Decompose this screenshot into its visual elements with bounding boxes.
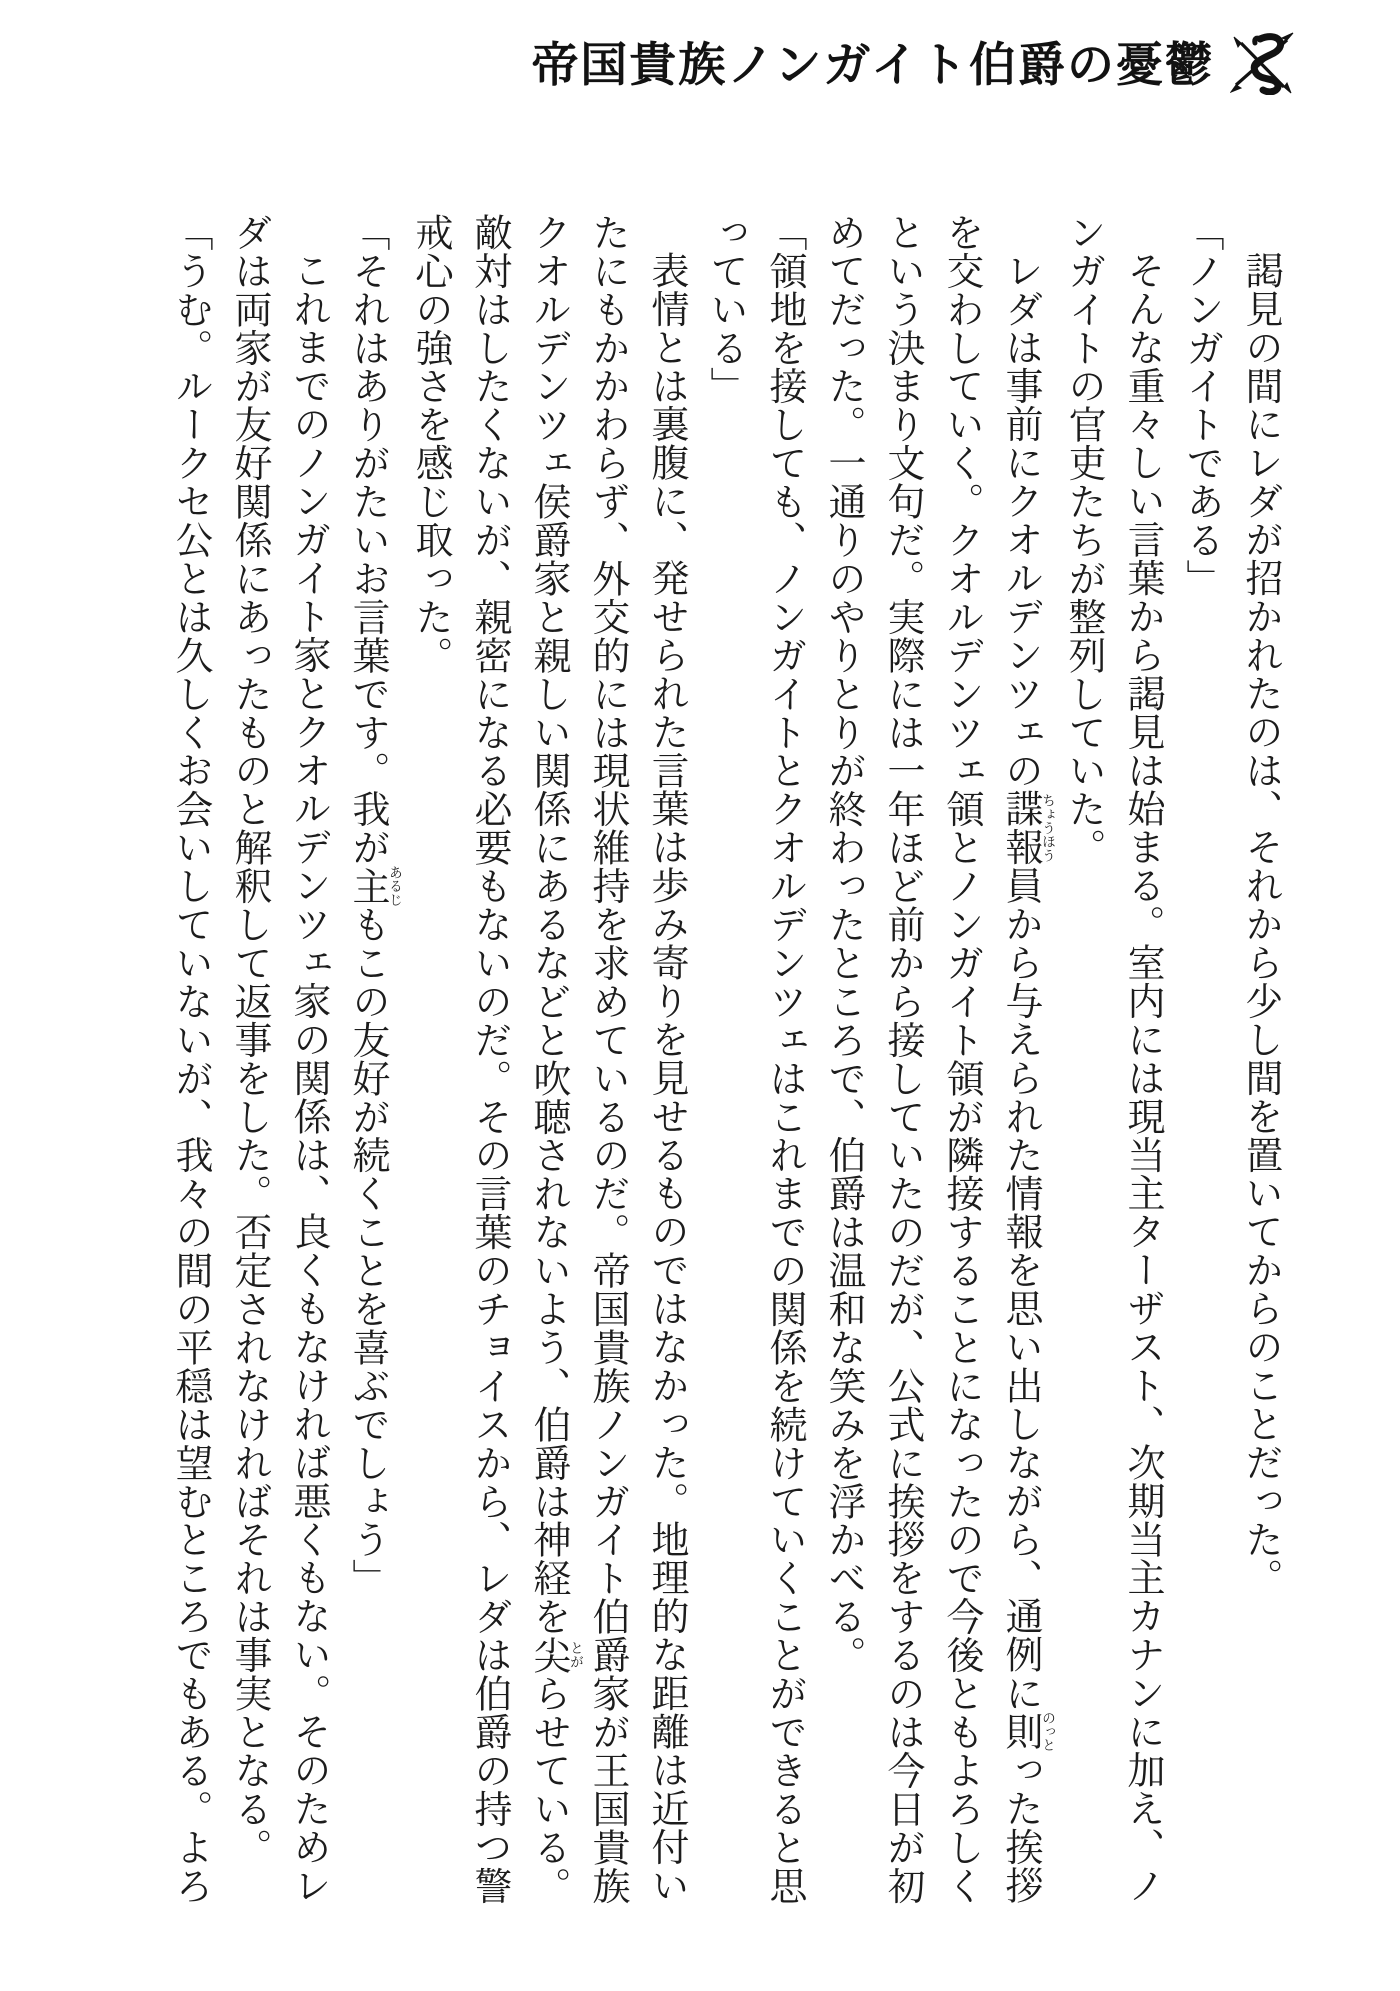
furigana-annotated-word: 則のっと xyxy=(999,1710,1055,1752)
paragraph: 「うむ。ルークセ公とは久しくお会いしていないが、我々の間の平穏は望むところでもある。よろ xyxy=(169,213,213,1905)
paragraph: レダは事前にクオルデンツェの諜報ちょうほう員から与えられた情報を思い出しながら、通例に則のっとった挨拶を交わしていく。クオルデンツェ領とノンガイト領が隣接することになったので今後ともよろしくという決まり文句だ。実際には一年ほど前から接していたのだが、公式に挨拶をするのは今日が初めてだった。一通りのやりとりが終わったところで、伯爵は温和な笑みを浮かべる。 xyxy=(822,213,1055,1905)
paragraph: 表情とは裏腹に、発せられた言葉は歩み寄りを見せるものではなかった。地理的な距離は近付いたにもかかわらず、外交的には現状維持を求めているのだ。帝国貴族ノンガイト伯爵家が王国貴族クオルデンツェ侯爵家と親しい関係にあるなどと吹聴されないよう、伯爵は神経を尖とがらせている。敵対はしたくないが、親密になる必要もないのだ。その言葉のチョイスから、レダは伯爵の持つ警戒心の強さを感じ取った。 xyxy=(409,213,689,1905)
furigana-annotated-word: 尖とが xyxy=(527,1635,583,1675)
paragraph: 「それはありがたいお言葉です。我が主あるじもこの友好が続くことを喜ぶでしょう」 xyxy=(346,213,402,1598)
paragraph: 「領地を接しても、ノンガイトとクオルデンツェはこれまでの関係を続けていくことができると思っている」 xyxy=(704,213,807,1905)
text-body xyxy=(161,213,1290,1906)
page-header xyxy=(531,28,1294,95)
paragraph: そんな重々しい言葉から謁見は始まる。室内には現当主ターザスト、次期当主カナンに加え、ノンガイトの官吏たちが整列していた。 xyxy=(1062,213,1165,1905)
paragraph: 「ノンガイトである」 xyxy=(1180,213,1224,598)
serpent-crossed-spears-ornament-icon xyxy=(1230,29,1294,95)
furigana-annotated-word: 主あるじ xyxy=(346,865,402,907)
paragraph: これまでのノンガイト家とクオルデンツェ家の関係は、良くもなければ悪くもない。そのためレダは両家が友好関係にあったものと解釈して返事をした。否定されなければそれは事実となる。 xyxy=(228,213,331,1905)
page-title: 帝国貴族ノンガイト伯爵の憂鬱 xyxy=(531,38,1214,93)
furigana-annotated-word: 諜報ちょうほう xyxy=(999,789,1055,867)
paragraph: 謁見の間にレダが招かれたのは、それから少し間を置いてからのことだった。 xyxy=(1239,251,1283,1597)
